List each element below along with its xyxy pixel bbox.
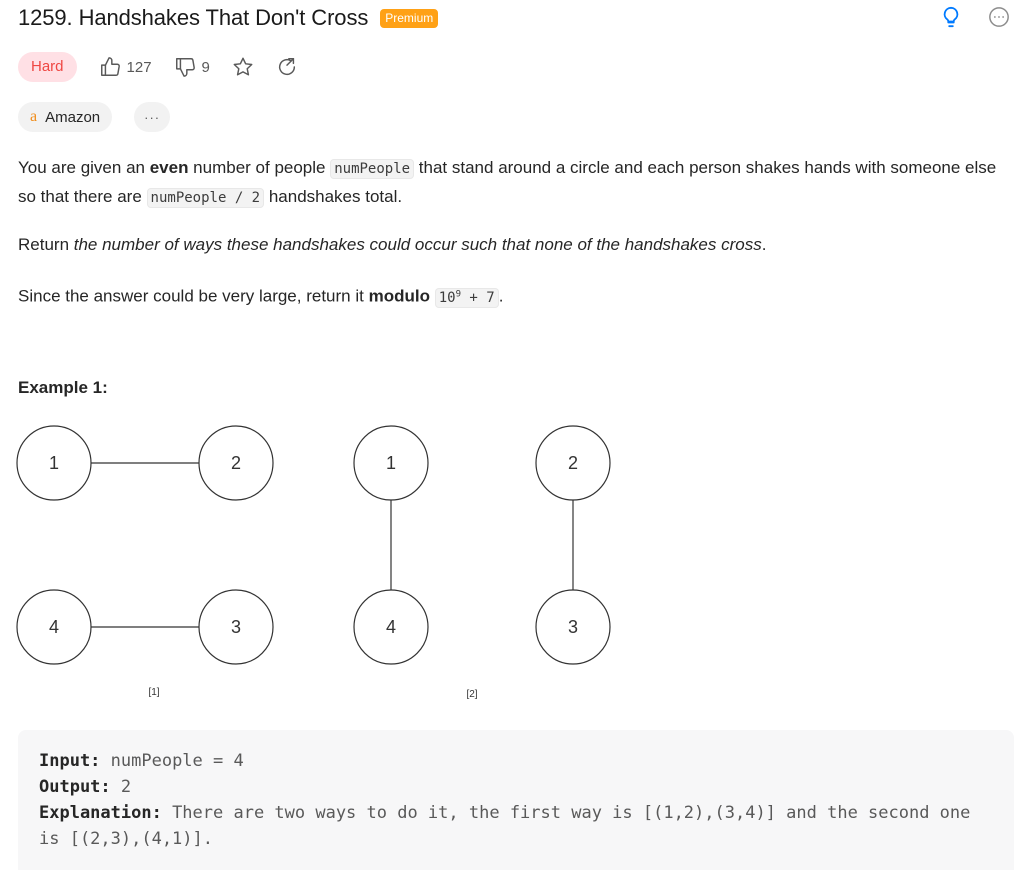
problem-header xyxy=(18,4,438,32)
explanation-label: Explanation: xyxy=(39,803,162,823)
thumbs-down-icon xyxy=(174,56,196,78)
company-tags xyxy=(18,102,170,132)
code-base: 10 xyxy=(438,289,456,306)
amazon-logo-icon: a xyxy=(30,108,38,125)
problem-meta xyxy=(18,52,298,82)
node-label: 1 xyxy=(385,453,397,473)
node-label: 3 xyxy=(567,617,579,637)
company-tag-amazon[interactable] xyxy=(18,102,112,132)
difficulty-badge[interactable]: Hard xyxy=(18,52,77,82)
node-label: 2 xyxy=(567,453,579,473)
diagram-caption: [1] xyxy=(148,687,160,698)
node-label: 4 xyxy=(385,617,397,637)
inline-code: numPeople / 2 xyxy=(147,188,265,208)
inline-code: numPeople xyxy=(330,159,414,179)
input-value: numPeople = 4 xyxy=(100,751,244,771)
description-paragraph-1 xyxy=(18,154,1008,212)
node-label: 1 xyxy=(48,453,60,473)
example-explanation xyxy=(39,800,993,852)
node-label: 4 xyxy=(48,617,60,637)
dislike-button[interactable] xyxy=(174,56,210,78)
premium-badge: Premium xyxy=(380,9,438,28)
text: that stand around a circle and each person shakes hands with someone else so that there are xyxy=(18,158,997,206)
text: Since the answer could be very large, return it xyxy=(18,286,369,306)
input-label: Input: xyxy=(39,751,101,771)
code-exponent: 9 xyxy=(455,289,461,299)
diagram-caption: [2] xyxy=(466,689,478,700)
explanation-value: There are two ways to do it, the first way is [(1,2),(3,4)] and the second one is [(2,3),(4,1)]. xyxy=(39,803,971,849)
node-label: 2 xyxy=(230,453,242,473)
text: You are given an xyxy=(18,158,150,177)
like-count: 127 xyxy=(126,58,152,76)
output-label: Output: xyxy=(39,777,111,797)
thumbs-up-icon xyxy=(99,56,121,78)
text: Return xyxy=(18,235,74,254)
handshake-diagram xyxy=(0,410,640,710)
more-circle-icon[interactable] xyxy=(988,6,1010,28)
top-actions xyxy=(940,6,1010,28)
inline-code xyxy=(435,288,499,308)
share-icon[interactable] xyxy=(276,56,298,78)
text-bold: modulo xyxy=(368,286,430,306)
text: handshakes total. xyxy=(264,187,403,206)
text: . xyxy=(498,286,504,306)
like-button[interactable] xyxy=(99,56,152,78)
text: . xyxy=(761,235,767,254)
problem-title: 1259. Handshakes That Don't Cross xyxy=(18,5,369,30)
star-icon[interactable] xyxy=(232,56,254,78)
example-heading: Example 1: xyxy=(18,378,108,397)
output-value: 2 xyxy=(110,777,132,797)
dislike-count: 9 xyxy=(201,58,210,76)
text-bold: even xyxy=(149,158,189,177)
example-output xyxy=(39,774,993,800)
code-rest: + 7 xyxy=(460,289,495,306)
node-label: 3 xyxy=(230,617,242,637)
description-paragraph-3 xyxy=(18,280,1008,312)
text-italic: the number of ways these handshakes could occur such that none of the handshakes cross xyxy=(73,235,762,254)
text: number of people xyxy=(188,158,331,177)
company-tag-label: Amazon xyxy=(45,108,101,126)
example-input xyxy=(39,748,993,774)
example-block xyxy=(18,730,1014,870)
lightbulb-icon[interactable] xyxy=(940,6,962,28)
more-tags-button[interactable]: ··· xyxy=(134,102,170,132)
description-paragraph-2 xyxy=(18,231,1008,259)
